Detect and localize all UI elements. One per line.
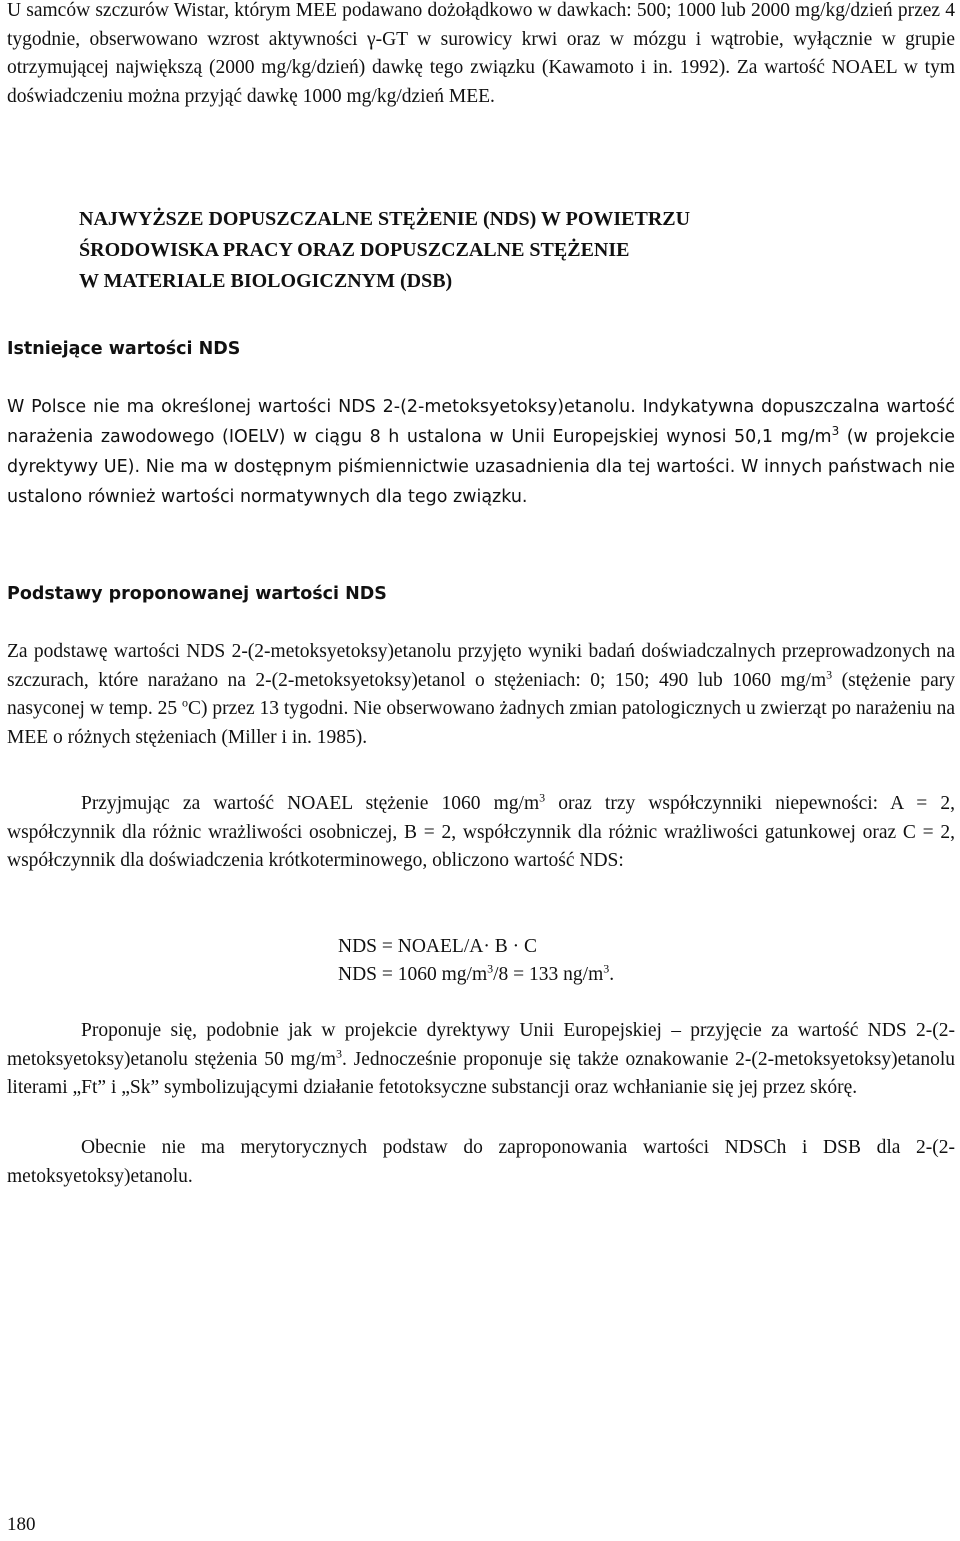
- basis-paragraph-1: Za podstawę wartości NDS 2-(2-metoksyetoksy)etanolu przyjęto wyniki badań doświadczalnych przeprowadzonych na szczurach, które narażano na 2-(2-metoksyetoksy)etanol o stężeniach: 0; 150; 490 lub 1060 $mg/m^3$ (stężenie pary nasyconej w temp. 25 $^o$C) przez 13 tygodni. Nie obserwowano żadnych zmian patologicznych u zwierząt po narażeniu na MEE o różnych stężeniach (Miller i in. 1985).: [7, 641, 955, 748]
- section-heading: [79, 204, 939, 297]
- formula-nds-definition: NDS = NOAEL/A· B · C: [338, 936, 537, 957]
- basis-paragraph-2: Przyjmując za wartość NOAEL stężenie 1060 $mg/m^3$ oraz trzy współczynniki niepewności: A = 2, współczynnik dla różnic wrażliwości osobniczej, B = 2, współczynnik dla różnic wrażliwości gatunkowej oraz C = 2, współczynnik dla doświadczenia krótkoterminowego, obliczono wartość NDS:: [7, 790, 956, 871]
- existing-values-paragraph: W Polsce nie ma określonej wartości NDS 2-(2-metoksyetoksy)etanolu. Indykatywna dopuszczalna wartość narażenia zawodowego (IOELV) w ciągu 8 h ustalona w Unii Europejskiej wynosi 50,1 $mg/m^3$ (w projekcie dyrektywy UE). Nie ma w dostępnym piśmiennictwie uzasadnienia dla tej wartości. W innych państwach nie ustalono również wartości normatywnych dla tego związku.: [7, 397, 956, 507]
- section-heading-line-2: ŚRODOWISKA PRACY ORAZ DOPUSZCZALNE STĘŻENIE: [79, 239, 630, 261]
- proposal-paragraph: Proponuje się, podobnie jak w projekcie dyrektywy Unii Europejskiej – przyjęcie za wartość NDS 2-(2-metoksyetoksy)etanolu stężenia 50 $mg/m^3$. Jednocześnie proponuje się także oznakowanie 2-(2-metoksyetoksy)etanolu literami „Ft” i „Sk” symbolizującymi działanie fetotoksyczne substancji oraz wchłanianie się jej przez skórę.: [7, 1020, 955, 1098]
- page-number: 180: [7, 1514, 36, 1535]
- subheading-proposed-basis: Podstawy proponowanej wartości NDS: [7, 584, 387, 604]
- section-heading-line-3: W MATERIALE BIOLOGICZNYM (DSB): [79, 270, 453, 292]
- formula-nds-calculation: NDS = 1060 $mg/m^3/8 = 133$ $ng/m^3$.: [338, 961, 615, 985]
- subheading-existing-values: Istniejące wartości NDS: [7, 339, 241, 359]
- intro-paragraph: U samców szczurów Wistar, którym MEE podawano dożołądkowo w dawkach: 500; 1000 lub 2000 mg/kg/dzień przez 4 tygodnie, obserwowano wzrost aktywności γ-GT w surowicy krwi oraz w mózgu i wątrobie, wyłącznie w grupie otrzymującej największą (2000 mg/kg/dzień) dawkę tego związku (Kawamoto i in. 1992). Za wartość NOAEL w tym doświadczeniu można przyjąć dawkę 1000 mg/kg/dzień MEE.: [7, 0, 955, 107]
- section-heading-line-1: NAJWYŻSZE DOPUSZCZALNE STĘŻENIE (NDS) W POWIETRZU: [79, 208, 691, 230]
- final-paragraph: Obecnie nie ma merytorycznych podstaw do zaproponowania wartości NDSCh i DSB dla 2-(2-metoksyetoksy)etanolu.: [7, 1137, 955, 1187]
